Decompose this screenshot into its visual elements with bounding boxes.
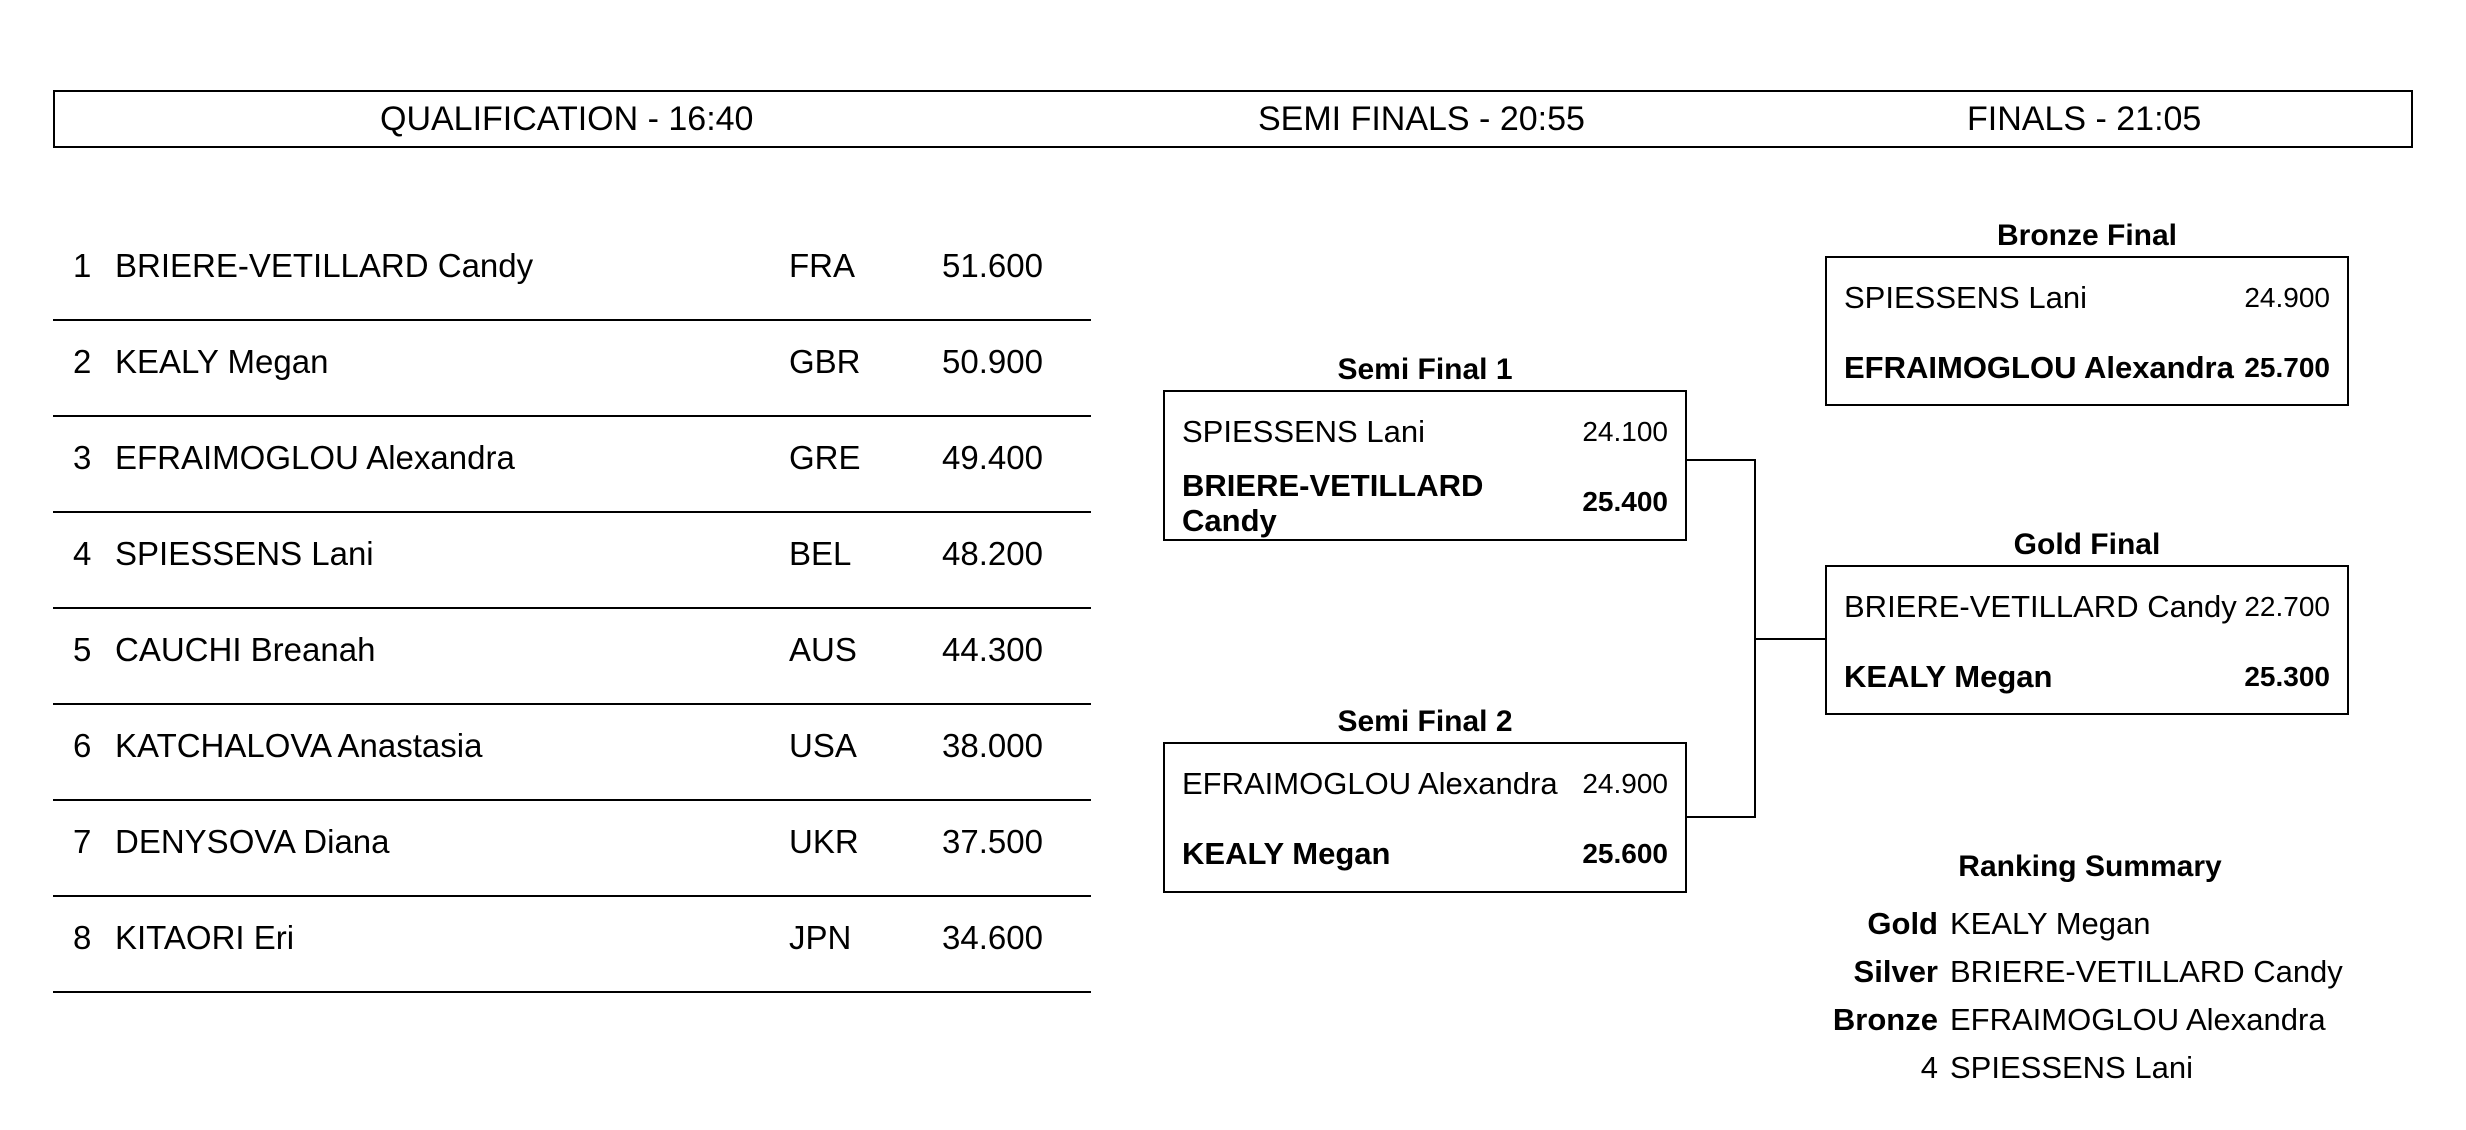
qualification-list: [53, 225, 1091, 993]
schedule-header: [53, 90, 2413, 148]
semi-final-2-box: [1163, 742, 1687, 893]
finals-header: FINALS - 21:05: [1967, 100, 2202, 138]
nation: GRE: [789, 439, 861, 476]
gold-final-box: [1825, 565, 2349, 715]
score: 44.300: [942, 631, 1043, 668]
rank: 2: [73, 343, 92, 380]
winner-score: 25.300: [2244, 661, 2330, 692]
bronze-final-box: [1825, 256, 2349, 406]
rank: 6: [73, 727, 92, 764]
score: 24.900: [1582, 768, 1668, 799]
qualification-row: [53, 705, 1091, 801]
score: 38.000: [942, 727, 1043, 764]
bracket-connector: [1754, 638, 1825, 640]
medal-label: Gold: [1867, 906, 1938, 941]
athlete-name: CAUCHI Breanah: [115, 631, 376, 668]
bronze-final-title: Bronze Final: [1996, 219, 2177, 252]
semi-final-1-box: [1163, 390, 1687, 541]
score: 49.400: [942, 439, 1043, 476]
winner-name: KEALY Megan: [1844, 659, 2053, 694]
nation: AUS: [789, 631, 857, 668]
bracket-connector: [1687, 459, 1756, 461]
score: 34.600: [942, 919, 1043, 956]
athlete-name: BRIERE-VETILLARD Candy: [115, 247, 534, 284]
medal-label: Bronze: [1832, 1002, 1938, 1037]
rank-label: 4: [1920, 1050, 1938, 1085]
nation: UKR: [789, 823, 859, 860]
athlete-name: KITAORI Eri: [115, 919, 295, 956]
rank: 8: [73, 919, 92, 956]
winner-name: EFRAIMOGLOU Alexandra: [1844, 350, 2234, 385]
semi-finals-header: SEMI FINALS - 20:55: [1258, 100, 1585, 138]
athlete-name: SPIESSENS Lani: [1950, 1050, 2193, 1085]
athlete-name: KEALY Megan: [115, 343, 329, 380]
athlete-name: EFRAIMOGLOU Alexandra: [1182, 766, 1558, 801]
nation: GBR: [789, 343, 861, 380]
athlete-name: KATCHALOVA Anastasia: [115, 727, 483, 764]
athlete-name: EFRAIMOGLOU Alexandra: [115, 439, 515, 476]
rank: 7: [73, 823, 92, 860]
winner-name: BRIERE-VETILLARD Candy: [1182, 468, 1484, 538]
semi-final-2-title: Semi Final 2: [1337, 705, 1513, 738]
qualification-row: [53, 897, 1091, 993]
winner-name: KEALY Megan: [1182, 836, 1391, 871]
athlete-name: BRIERE-VETILLARD Candy: [1950, 954, 2343, 989]
score: 50.900: [942, 343, 1043, 380]
score: 51.600: [942, 247, 1043, 284]
bracket-connector: [1687, 816, 1756, 818]
rank: 5: [73, 631, 92, 668]
qualification-header: QUALIFICATION - 16:40: [380, 100, 754, 138]
winner-score: 25.400: [1582, 486, 1668, 517]
qualification-row: [53, 225, 1091, 321]
gold-final-title: Gold Final: [2013, 528, 2161, 561]
score: 37.500: [942, 823, 1043, 860]
winner-score: 25.600: [1582, 838, 1668, 869]
score: 48.200: [942, 535, 1043, 572]
rank: 3: [73, 439, 92, 476]
rank: 4: [73, 535, 92, 572]
score: 24.100: [1582, 416, 1668, 447]
winner-score: 25.700: [2244, 352, 2330, 383]
medal-label: Silver: [1853, 954, 1938, 989]
athlete-name: SPIESSENS Lani: [115, 535, 374, 572]
nation: FRA: [789, 247, 855, 284]
qualification-row: [53, 609, 1091, 705]
athlete-name: SPIESSENS Lani: [1182, 414, 1425, 449]
qualification-row: [53, 417, 1091, 513]
qualification-row: [53, 513, 1091, 609]
nation: BEL: [789, 535, 852, 572]
score: 24.900: [2244, 282, 2330, 313]
athlete-name: DENYSOVA Diana: [115, 823, 390, 860]
nation: USA: [789, 727, 857, 764]
qualification-row: [53, 801, 1091, 897]
athlete-name: SPIESSENS Lani: [1844, 280, 2087, 315]
athlete-name: EFRAIMOGLOU Alexandra: [1950, 1002, 2326, 1037]
score: 22.700: [2244, 591, 2330, 622]
qualification-row: [53, 321, 1091, 417]
ranking-summary-title: Ranking Summary: [1958, 850, 2222, 883]
athlete-name: KEALY Megan: [1950, 906, 2151, 941]
semi-final-1-title: Semi Final 1: [1337, 353, 1513, 386]
athlete-name: BRIERE-VETILLARD Candy: [1844, 589, 2237, 624]
nation: JPN: [789, 919, 852, 956]
rank: 1: [73, 247, 92, 284]
